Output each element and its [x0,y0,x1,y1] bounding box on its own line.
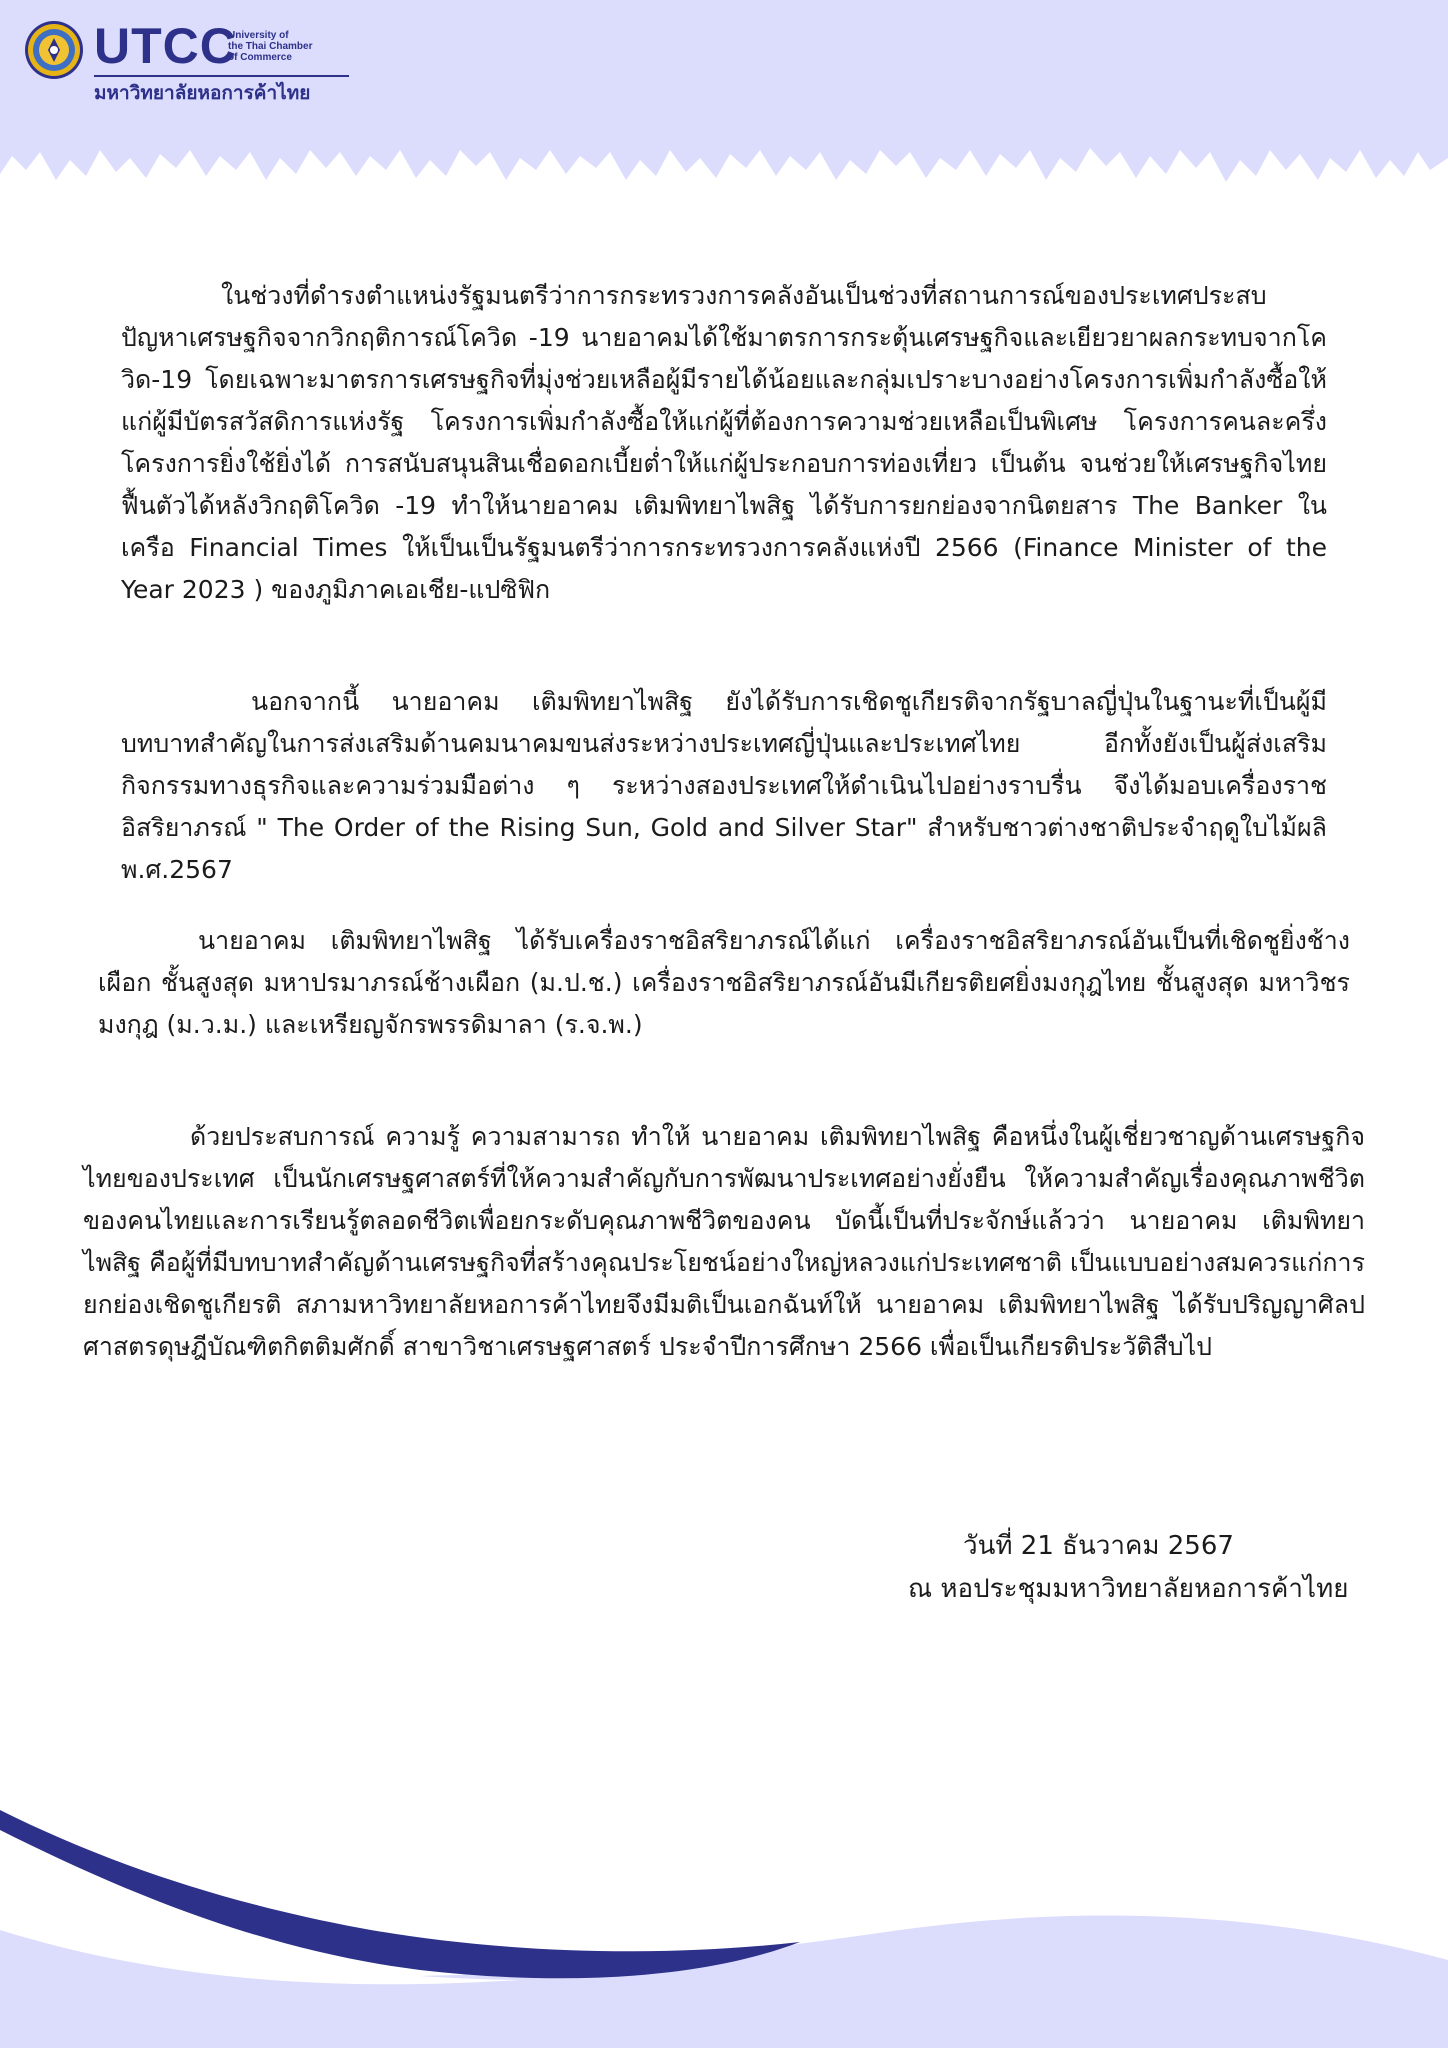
footer-wave [0,1810,1448,2048]
signature-date: วันที่ 21 ธันวาคม 2567 [963,1531,1234,1561]
paragraph-finance-minister: ในช่วงที่ดำรงตำแหน่งรัฐมนตรีว่าการกระทรวงการคลังอันเป็นช่วงที่สถานการณ์ของประเทศประสบปัญหาเศรษฐกิจจากวิกฤติการณ์โควิด -19 นายอาคมได้ใช้มาตรการกระตุ้นเศรษฐกิจและเยียวยาผลกระทบจากโควิด-19 โดยเฉพาะมาตรการเศรษฐกิจที่มุ่งช่วยเหลือผู้มีรายได้น้อยและกลุ่มเปราะบางอย่างโครงการเพิ่มกำลังซื้อให้แก่ผู้มีบัตรสวัสดิการแห่งรัฐ โครงการเพิ่มกำลังซื้อให้แก่ผู้ที่ต้องการความช่วยเหลือเป็นพิเศษ โครงการคนละครึ่ง โครงการยิ่งใช้ยิ่งได้ การสนับสนุนสินเชื่อดอกเบี้ยต่ำให้แก่ผู้ประกอบการท่องเที่ยว เป็นต้น จนช่วยให้เศรษฐกิจไทยฟื้นตัวได้หลังวิกฤติโควิด -19 ทำให้นายอาคม เติมพิทยาไพสิฐ ได้รับการยกย่องจากนิตยสาร The Banker ในเครือ Financial Times ให้เป็นเป็นรัฐมนตรีว่าการกระทรวงการคลังแห่งปี 2566 (Finance Minister of the Year 2023 ) ของภูมิภาคเอเชีย-แปซิฟิก [121,281,1327,604]
paragraph-royal-decorations: นายอาคม เติมพิทยาไพสิฐ ได้รับเครื่องราชอิสริยาภรณ์ได้แก่ เครื่องราชอิสริยาภรณ์อันเป็นที่เชิดชูยิ่งช้างเผือก ชั้นสูงสุด มหาปรมาภรณ์ช้างเผือก (ม.ป.ช.) เครื่องราชอิสริยาภรณ์อันมีเกียรติยศยิ่งมงกุฎไทย ชั้นสูงสุด มหาวิชรมงกุฎ (ม.ว.ม.) และเหรียญจักรพรรดิมาลา (ร.จ.พ.) [98,926,1350,1039]
logo-thai-name: มหาวิทยาลัยหอการค้าไทย [94,82,311,104]
logo-divider [94,75,349,77]
university-logo [24,18,344,108]
signature-place: ณ หอประชุมมหาวิทยาลัยหอการค้าไทย [908,1574,1349,1604]
paragraph-japan-honor: นอกจากนี้ นายอาคม เติมพิทยาไพสิฐ ยังได้รับการเชิดชูเกียรติจากรัฐบาลญี่ปุ่นในฐานะที่เป็นผู้มีบทบาทสำคัญในการส่งเสริมด้านคมนาคมขนส่งระหว่างประเทศญี่ปุ่นและประเทศไทย อีกทั้งยังเป็นผู้ส่งเสริมกิจกรรมทางธุรกิจและความร่วมมือต่าง ๆ ระหว่างสองประเทศให้ดำเนินไปอย่างราบรื่น จึงได้มอบเครื่องราชอิสริยาภรณ์ " The Order of the Rising Sun, Gold and Silver Star" สำหรับชาวต่างชาติประจำฤดูใบไม้ผลิ พ.ศ.2567 [121,687,1327,884]
logo-tagline: University of the Thai Chamber of Commerce [228,30,313,63]
utcc-seal-icon [24,20,84,80]
logo-wordmark: UTCC [94,18,237,74]
paragraph-honorary-degree: ด้วยประสบการณ์ ความรู้ ความสามารถ ทำให้ นายอาคม เติมพิทยาไพสิฐ คือหนึ่งในผู้เชี่ยวชาญด้านเศรษฐกิจไทยของประเทศ เป็นนักเศรษฐศาสตร์ที่ให้ความสำคัญกับการพัฒนาประเทศอย่างยั่งยืน ให้ความสำคัญเรื่องคุณภาพชีวิตของคนไทยและการเรียนรู้ตลอดชีวิตเพื่อยกระดับคุณภาพชีวิตของคน บัดนี้เป็นที่ประจักษ์แล้วว่า นายอาคม เติมพิทยาไพสิฐ คือผู้ที่มีบทบาทสำคัญด้านเศรษฐกิจที่สร้างคุณประโยชน์อย่างใหญ่หลวงแก่ประเทศชาติ เป็นแบบอย่างสมควรแก่การยกย่องเชิดชูเกียรติ สภามหาวิทยาลัยหอการค้าไทยจึงมีมติเป็นเอกฉันท์ให้ นายอาคม เติมพิทยาไพสิฐ ได้รับปริญญาศิลปศาสตรดุษฎีบัณฑิตกิตติมศักดิ์ สาขาวิชาเศรษฐศาสตร์ ประจำปีการศึกษา 2566 เพื่อเป็นเกียรติประวัติสืบไป [83,1122,1365,1361]
